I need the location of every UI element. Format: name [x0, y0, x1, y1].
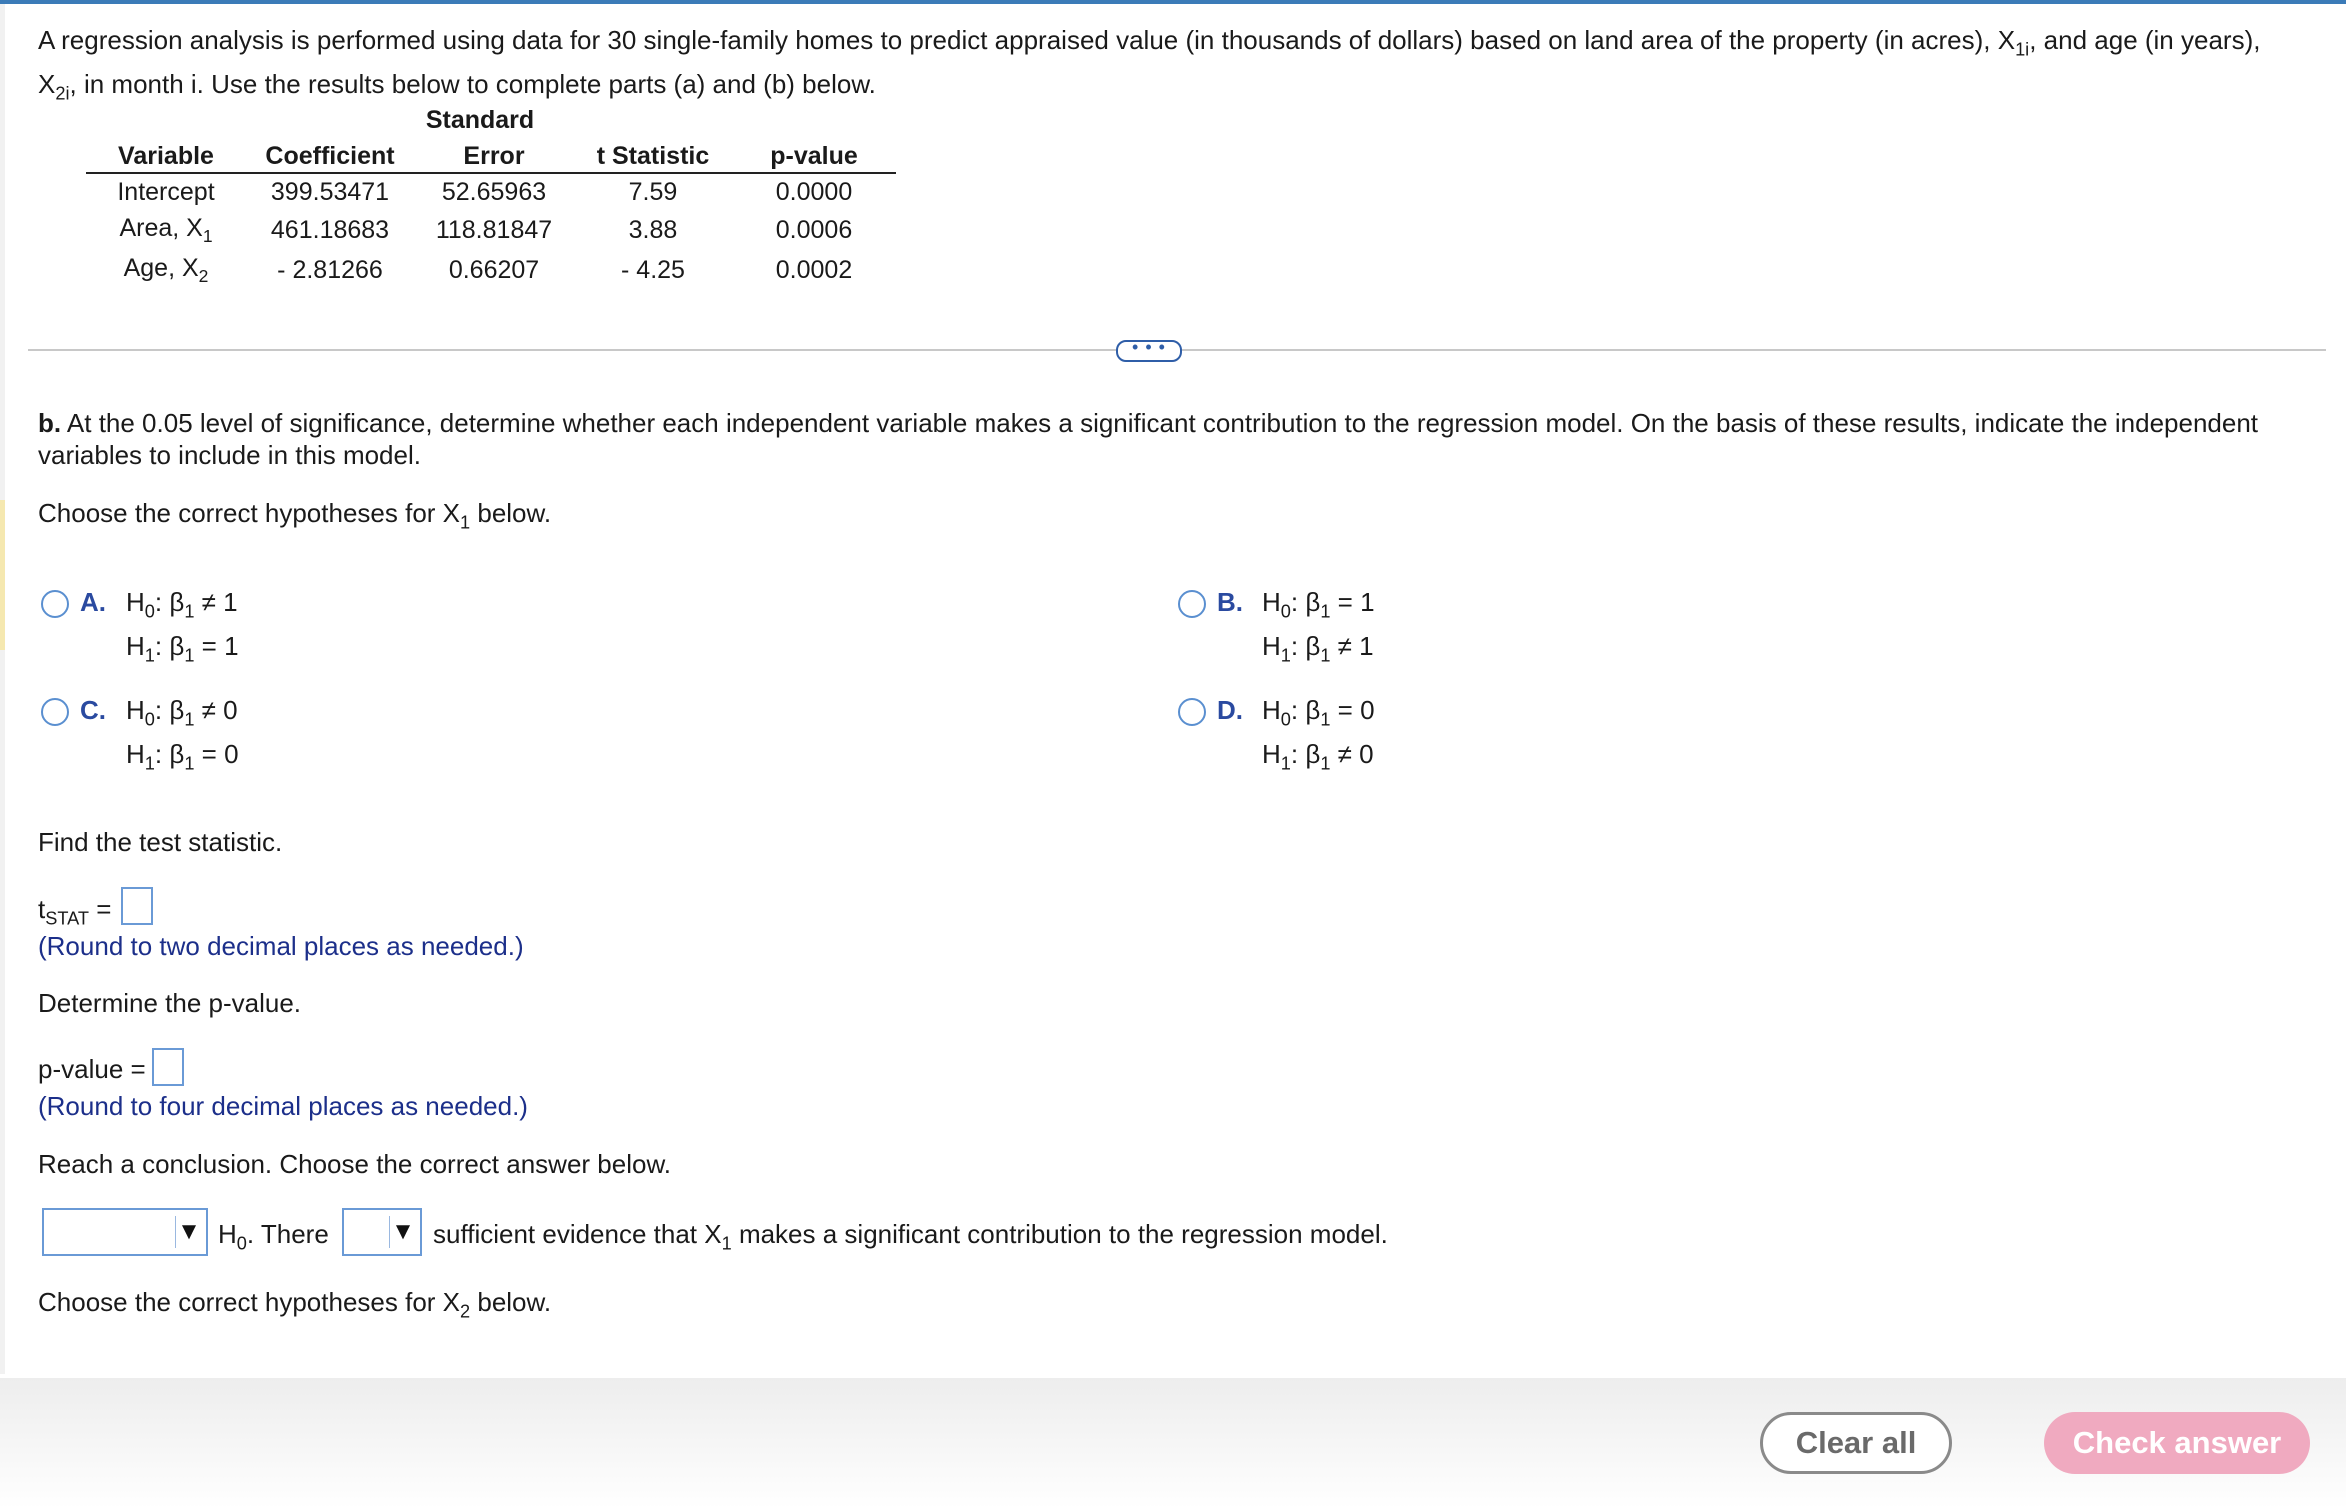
- chevron-down-icon: ▼: [389, 1216, 416, 1248]
- row-intercept-variable: [86, 178, 246, 207]
- option-c-letter: C.: [80, 695, 106, 725]
- check-answer-button[interactable]: Check answer: [2044, 1412, 2310, 1474]
- row-intercept-se: 52.65963: [441, 178, 547, 206]
- beta: : β: [154, 631, 185, 661]
- beta: : β: [1290, 587, 1321, 617]
- part-b-label: b.: [38, 408, 62, 438]
- h: H: [126, 631, 145, 661]
- part-b-line-2: variables to include in this model.: [38, 440, 421, 470]
- h: H: [1262, 739, 1281, 769]
- option-c-h1: [126, 738, 239, 774]
- row-intercept-t: 7.59: [628, 178, 678, 206]
- header-p-value: p-value: [770, 142, 858, 170]
- var-sub: 1: [202, 226, 213, 247]
- clear-all-button[interactable]: Clear all: [1760, 1412, 1952, 1474]
- header-se-top: Standard: [425, 106, 535, 134]
- prompt-text: Choose the correct hypotheses for X: [38, 1287, 461, 1317]
- relation: = 1: [1337, 587, 1375, 617]
- tstat-label: [38, 893, 112, 929]
- row-age-t: - 4.25: [621, 256, 685, 284]
- beta: : β: [1290, 695, 1321, 725]
- row-area-p: 0.0006: [775, 216, 853, 244]
- beta-sub: 1: [1320, 645, 1331, 666]
- beta-sub: 1: [1320, 753, 1331, 774]
- pvalue-label: p-value =: [38, 1054, 146, 1084]
- row-age-p: 0.0002: [775, 256, 853, 284]
- beta: : β: [154, 695, 185, 725]
- h: H: [1262, 631, 1281, 661]
- intro-text-c: X: [38, 69, 56, 99]
- reject-dropdown[interactable]: [42, 1208, 208, 1256]
- relation: ≠ 1: [1337, 631, 1374, 661]
- prompt-sub: 1: [460, 512, 471, 533]
- relation: ≠ 0: [201, 695, 238, 725]
- sub: 0: [144, 709, 155, 730]
- var-sub: 2: [198, 266, 209, 287]
- option-a-radio[interactable]: [41, 590, 69, 618]
- prompt-tail: below.: [470, 1287, 552, 1317]
- t: t: [38, 894, 46, 924]
- conclusion-prompt: Reach a conclusion. Choose the correct answer below.: [38, 1149, 672, 1179]
- sub: 0: [236, 1233, 247, 1254]
- row-area-t: 3.88: [628, 216, 678, 244]
- row-area-se: 118.81847: [435, 216, 553, 244]
- h: H: [126, 739, 145, 769]
- tail-sub: 1: [721, 1233, 732, 1254]
- regression-table: [86, 106, 896, 296]
- row-age-se: 0.66207: [448, 256, 540, 284]
- beta-sub: 1: [184, 601, 195, 622]
- there: . There: [246, 1219, 329, 1249]
- option-b-letter: B.: [1217, 587, 1243, 617]
- intro-sub-2i: 2i: [55, 83, 70, 104]
- row-area-variable: [86, 214, 246, 247]
- chevron-down-icon: ▼: [175, 1216, 202, 1248]
- beta: : β: [154, 587, 185, 617]
- intro-line-1: [38, 24, 2261, 60]
- relation: ≠ 0: [1337, 739, 1374, 769]
- beta-sub: 1: [184, 709, 195, 730]
- relation: = 0: [1337, 695, 1375, 725]
- h: H: [126, 587, 145, 617]
- beta: : β: [154, 739, 185, 769]
- relation: = 0: [201, 739, 239, 769]
- sub: 0: [1280, 601, 1291, 622]
- determine-p-prompt: Determine the p-value.: [38, 988, 302, 1018]
- tstat-input[interactable]: [121, 887, 153, 925]
- footer-bar: [0, 1378, 2346, 1509]
- tail-a: sufficient evidence that X: [433, 1219, 722, 1249]
- option-a-h1: [126, 630, 239, 666]
- stat-sub: STAT: [45, 908, 90, 929]
- h: H: [126, 695, 145, 725]
- beta-sub: 1: [184, 753, 195, 774]
- option-a-letter: A.: [80, 587, 106, 617]
- var-label: Age, X: [123, 254, 199, 282]
- header-t-statistic: t Statistic: [596, 142, 710, 170]
- option-b-h1: [1262, 630, 1374, 666]
- part-b-text-1: At the 0.05 level of significance, determine whether each independent variable makes a significant contribution to the regression model. On the basis of these results, indicate the independent: [61, 408, 2259, 438]
- option-d-radio[interactable]: [1178, 698, 1206, 726]
- table-header-rule: [86, 172, 896, 174]
- row-age-variable: [86, 254, 246, 287]
- header-variable: Variable: [118, 142, 214, 170]
- var-label: Intercept: [117, 178, 215, 206]
- row-intercept-p: 0.0000: [775, 178, 853, 206]
- row-intercept-coefficient: 399.53471: [270, 178, 390, 206]
- beta: : β: [1290, 631, 1321, 661]
- header-coefficient: Coefficient: [265, 142, 395, 170]
- sub: 0: [1280, 709, 1291, 730]
- intro-text-d: , in month i. Use the results below to complete parts (a) and (b) below.: [69, 69, 876, 99]
- beta-sub: 1: [1320, 709, 1331, 730]
- option-c-radio[interactable]: [41, 698, 69, 726]
- option-b-radio[interactable]: [1178, 590, 1206, 618]
- option-d-h1: [1262, 738, 1374, 774]
- evidence-dropdown[interactable]: [342, 1208, 422, 1256]
- var-label: Area, X: [119, 214, 203, 242]
- beta-sub: 1: [184, 645, 195, 666]
- pvalue-hint: (Round to four decimal places as needed.): [38, 1091, 528, 1121]
- find-stat-prompt: Find the test statistic.: [38, 827, 283, 857]
- conclusion-h0-there: [218, 1218, 329, 1254]
- option-d-h0: [1262, 694, 1375, 730]
- tail-b: makes a significant contribution to the regression model.: [731, 1219, 1388, 1249]
- beta: : β: [1290, 739, 1321, 769]
- relation: ≠ 1: [201, 587, 238, 617]
- intro-text-a: A regression analysis is performed using data for 30 single-family homes to predict appraised value (in thousands of dollars) based on land area of the property (in acres), X: [38, 25, 2016, 55]
- h: H: [1262, 587, 1281, 617]
- header-se-bottom: Error: [463, 142, 525, 170]
- sub: 1: [144, 645, 155, 666]
- conclusion-tail: [433, 1218, 1388, 1254]
- tstat-hint: (Round to two decimal places as needed.): [38, 931, 524, 961]
- prompt-tail: below.: [470, 498, 552, 528]
- sub: 1: [144, 753, 155, 774]
- h: H: [218, 1219, 237, 1249]
- option-b-h0: [1262, 586, 1375, 622]
- intro-line-2: [38, 68, 876, 104]
- sub: 1: [1280, 645, 1291, 666]
- part-b-line-1: [38, 407, 2258, 439]
- beta-sub: 1: [1320, 601, 1331, 622]
- sub: 0: [144, 601, 155, 622]
- relation: = 1: [201, 631, 239, 661]
- hyp-x2-prompt: [38, 1286, 552, 1322]
- hyp-x1-prompt: [38, 497, 552, 533]
- expand-more-button[interactable]: • • •: [1116, 340, 1182, 362]
- sub: 1: [1280, 753, 1291, 774]
- row-area-coefficient: 461.18683: [270, 216, 390, 244]
- option-c-h0: [126, 694, 238, 730]
- option-a-h0: [126, 586, 238, 622]
- row-age-coefficient: - 2.81266: [277, 256, 383, 284]
- option-d-letter: D.: [1217, 695, 1243, 725]
- pvalue-input[interactable]: [152, 1048, 184, 1086]
- intro-sub-1i: 1i: [2015, 39, 2030, 60]
- intro-text-b: , and age (in years),: [2029, 25, 2261, 55]
- prompt-text: Choose the correct hypotheses for X: [38, 498, 461, 528]
- eq: =: [89, 894, 112, 924]
- h: H: [1262, 695, 1281, 725]
- prompt-sub: 2: [460, 1301, 471, 1322]
